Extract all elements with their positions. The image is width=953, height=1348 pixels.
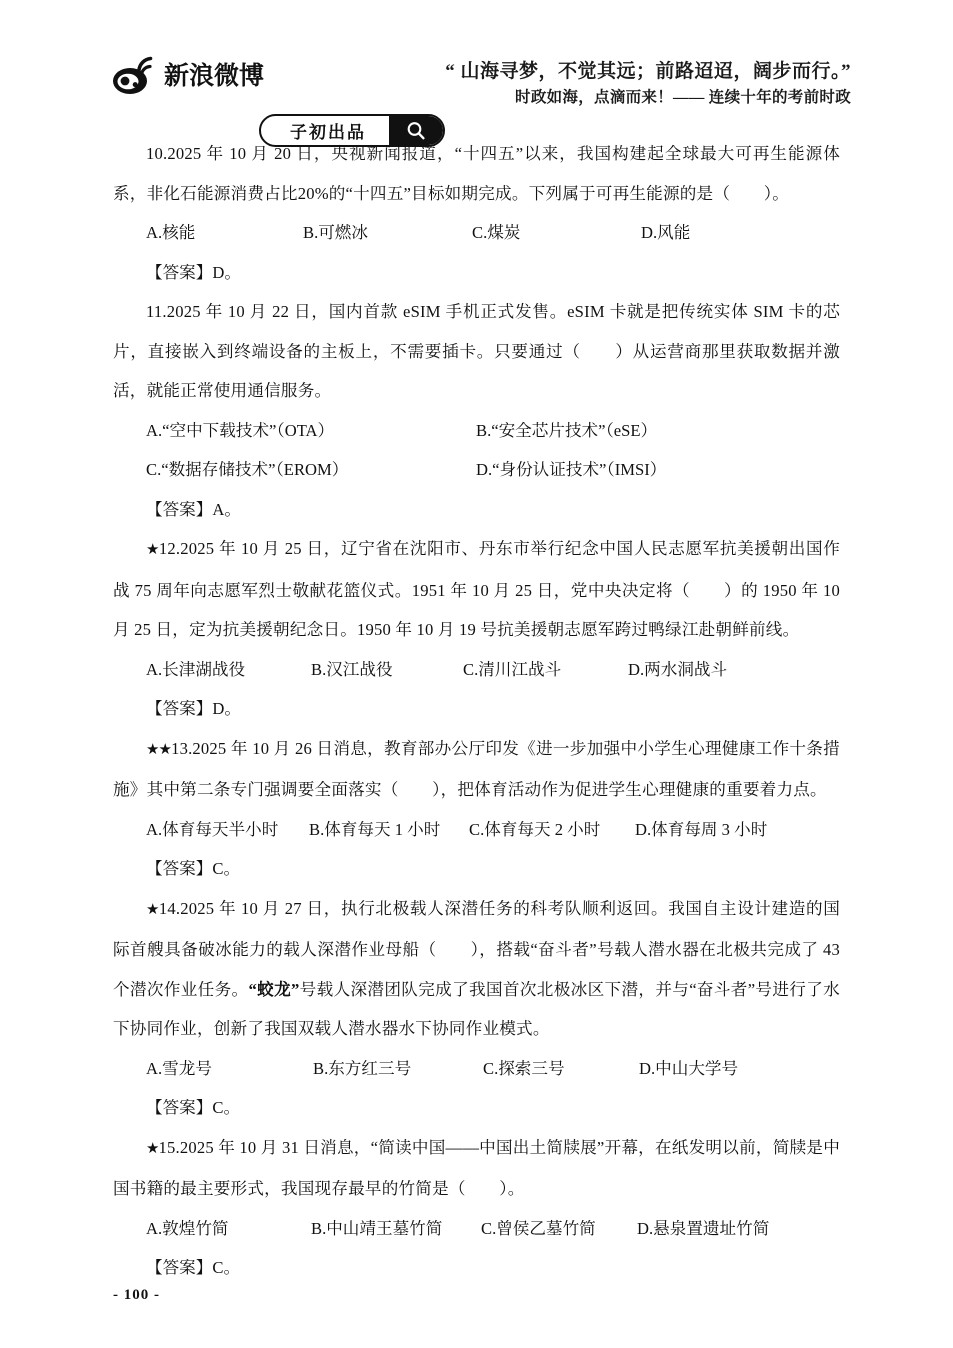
search-input[interactable]: 子初出品	[290, 123, 366, 142]
question-text-cont: 号载人深潜团队完成了我国首次北极冰区下潜，并与“奋斗者”号进行了水下协同作业，创新了我国双载人潜水器水下协同作业模式。	[113, 979, 840, 1038]
tagline-line-1: “ 山海寻梦，不觉其远；前路迢迢，阔步而行。”	[445, 61, 851, 82]
answer-line: 【答案】D。	[146, 699, 241, 718]
question-block	[113, 1128, 840, 1288]
question-text: 15.2025 年 10 月 31 日消息，“简读中国——中国出土简牍展”开幕，在纸发明以前，简牍是中国书籍的最主要形式，我国现存最早的竹简是（ ）。	[113, 1137, 840, 1198]
option-c[interactable]: C.体育每天 2 小时	[469, 819, 601, 839]
option-d[interactable]: D.两水洞战斗	[628, 659, 728, 679]
question-body	[113, 1128, 840, 1209]
answer-line: 【答案】C。	[146, 1258, 241, 1277]
option-c[interactable]: C.曾侯乙墓竹简	[481, 1218, 596, 1238]
star-marker: ★	[146, 542, 159, 558]
star-marker: ★★	[146, 741, 172, 758]
option-d[interactable]: D.中山大学号	[639, 1058, 739, 1078]
option-b[interactable]: B.体育每天 1 小时	[309, 819, 441, 839]
question-body	[113, 889, 840, 1049]
answer-line: 【答案】C。	[146, 859, 241, 878]
weibo-logo-icon	[112, 56, 158, 96]
question-body	[113, 529, 840, 650]
question-block	[113, 292, 840, 529]
page-number: - 100 -	[113, 1287, 160, 1303]
question-text: 13.2025 年 10 月 26 日消息，教育部办公厅印发《进一步加强中小学生心理健康工作十条措施》其中第二条专门强调要全面落实（ ），把体育活动作为促进学生心理健康的重要着力点。	[113, 738, 840, 799]
option-c[interactable]: C.探索三号	[483, 1058, 565, 1078]
option-a[interactable]: A.“空中下载技术”（OTA）	[146, 420, 335, 440]
option-b[interactable]: B.可燃冰	[303, 223, 368, 242]
option-a[interactable]: A.敦煌竹简	[146, 1218, 229, 1238]
option-d[interactable]: D.“身份认证技术”（IMSI）	[476, 460, 667, 479]
answer-line: 【答案】A。	[146, 499, 241, 519]
question-body: 11.2025 年 10 月 22 日，国内首款 eSIM 手机正式发售。eSIM 卡就是把传统实体 SIM 卡的芯片，直接嵌入到终端设备的主板上，不需要插卡。只要通过（ ）从运营商那里获取数据并激活，就能正常使用通信服务。	[113, 302, 840, 400]
answer-line: 【答案】C。	[146, 1098, 241, 1117]
answer-line: 【答案】D。	[146, 262, 241, 282]
question-block	[113, 134, 840, 292]
star-marker: ★	[146, 901, 159, 918]
option-d[interactable]: D.风能	[641, 223, 691, 242]
question-body: 10.2025 年 10 月 20 日，央视新闻报道，“十四五”以来，我国构建起全球最大可再生能源体系，非化石能源消费占比20%的“十四五”目标如期完成。下列属于可再生能源的是（ ）。	[113, 144, 840, 203]
question-body	[113, 729, 840, 810]
option-row	[113, 1049, 840, 1089]
option-a[interactable]: A.核能	[146, 223, 196, 242]
option-a[interactable]: A.长津湖战役	[146, 659, 246, 679]
question-text-emphasis: “蛟龙”	[248, 979, 300, 999]
option-c[interactable]: C.煤炭	[472, 223, 521, 242]
option-row	[113, 213, 840, 253]
brand-name: 新浪微博	[164, 61, 265, 90]
option-row	[113, 650, 840, 690]
header-tagline	[445, 58, 851, 110]
option-d[interactable]: D.悬泉置遗址竹简	[637, 1218, 770, 1238]
page-header	[0, 44, 953, 142]
option-row	[113, 810, 840, 850]
weibo-brand	[112, 56, 264, 96]
option-c[interactable]: C.“数据存储技术”（EROM）	[146, 460, 349, 479]
option-b[interactable]: B.中山靖王墓竹简	[311, 1218, 443, 1238]
option-d[interactable]: D.体育每周 3 小时	[635, 819, 768, 839]
option-a[interactable]: A.雪龙号	[146, 1058, 212, 1078]
tagline-line-2: 时政如海，点滴而来！—— 连续十年的考前时政	[515, 88, 851, 106]
option-b[interactable]: B.汉江战役	[311, 659, 393, 679]
question-block	[113, 889, 840, 1128]
option-row	[113, 411, 840, 451]
option-c[interactable]: C.清川江战斗	[463, 659, 562, 679]
option-b[interactable]: B.东方红三号	[313, 1058, 412, 1078]
question-text: 12.2025 年 10 月 25 日，辽宁省在沈阳市、丹东市举行纪念中国人民志愿军抗美援朝出国作战 75 周年向志愿军烈士敬献花篮仪式。1951 年 10 月 25 日，党中央决定将（ ）的 1950 年 10 月 25 日，定为抗美援朝纪念日。1950 年 10 月 19 号抗美援朝志愿军跨过鸭绿江赴朝鲜前线。	[113, 539, 840, 639]
question-block	[113, 729, 840, 889]
star-marker: ★	[146, 1140, 159, 1157]
option-a[interactable]: A.体育每天半小时	[146, 819, 279, 839]
question-block	[113, 529, 840, 729]
option-b[interactable]: B.“安全芯片技术”（eSE）	[476, 420, 658, 440]
option-row	[113, 1209, 840, 1249]
option-row	[113, 450, 840, 490]
question-text: 14.2025 年 10 月 27 日，执行北极载人深潜任务的科考队顺利返回。我国自主设计建造的国际首艘具备破冰能力的载人深潜作业母船（ ），搭载“奋斗者”号载人潜水器在北极共完成了 43 个潜次作业任务。	[113, 898, 840, 999]
question-list	[113, 134, 840, 1288]
